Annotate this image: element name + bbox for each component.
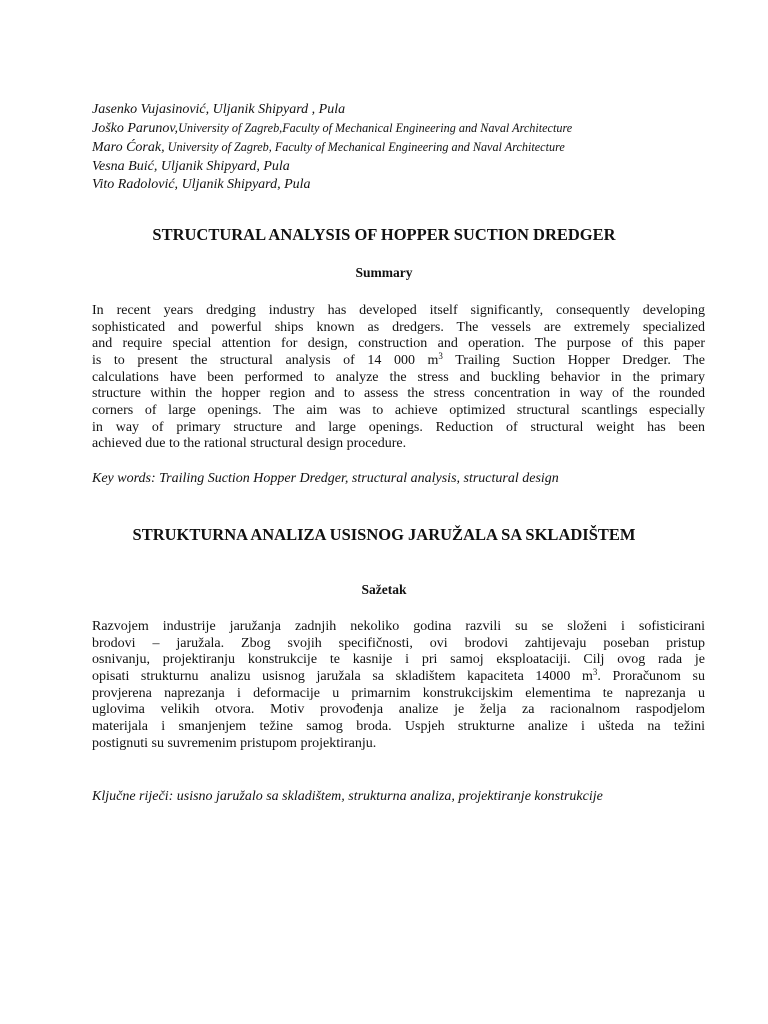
- abstract-line-tail: Trailing Suction Hopper Dredger. The: [442, 352, 705, 368]
- keywords-english: Key words: Trailing Suction Hopper Dredger, structural analysis, structural design: [92, 471, 559, 486]
- author-list: [92, 101, 692, 194]
- author-name: Vito Radolović,: [92, 176, 179, 192]
- author-name: Joško Parunov,: [92, 121, 179, 137]
- author-line: [92, 158, 692, 176]
- abstract-line: sophisticated and powerful ships known as dredgers. The vessels are extremely specialized: [92, 319, 705, 335]
- sazetak-heading: Sažetak: [361, 582, 407, 597]
- abstract-line: [92, 666, 705, 686]
- abstract-line-head: opisati strukturnu analizu usisnog jaružala sa skladištem kapaciteta 14000 m: [92, 668, 593, 684]
- abstract-line: calculations have been performed to analyze the stress and buckling behavior in the primary: [92, 369, 705, 385]
- author-affiliation: Uljanik Shipyard, Pula: [157, 158, 290, 174]
- paper-title-english: STRUCTURAL ANALYSIS OF HOPPER SUCTION DREDGER: [152, 225, 616, 244]
- abstract-line: materijala i smanjenjem težine samog broda. Uspjeh strukturne analize i ušteda na težini: [92, 718, 705, 734]
- author-name: Maro Ćorak,: [92, 140, 165, 156]
- author-line: [92, 119, 692, 138]
- author-name: Vesna Buić,: [92, 158, 158, 174]
- abstract-line: brodovi – jaružala. Zbog svojih specifičnosti, ovi brodovi zahtijevaju poseban pristup: [92, 635, 705, 651]
- abstract-english: [92, 303, 705, 453]
- author-line: [92, 176, 692, 194]
- author-affiliation: Uljanik Shipyard, Pula: [178, 176, 311, 192]
- abstract-line-tail: . Proračunom su: [597, 668, 705, 684]
- abstract-line: and require special attention for design, construction and operation. The purpose of this paper: [92, 336, 705, 352]
- abstract-line: in way of primary structure and large openings. Reduction of structural weight has been: [92, 419, 705, 435]
- author-line: [92, 101, 692, 119]
- abstract-line: uglovima velikih otvora. Motiv provođenja analize je želja za racionalnom raspodjelom: [92, 702, 705, 718]
- abstract-croatian: [92, 619, 705, 752]
- abstract-line: achieved due to the rational structural design procedure.: [92, 436, 407, 452]
- abstract-line: Razvojem industrije jaružanja zadnjih nekoliko godina razvili su se složeni i sofisticirani: [92, 619, 705, 634]
- keywords-croatian: Ključne riječi: usisno jaružalo sa skladištem, strukturna analiza, projektiranje konstrukcije: [92, 789, 603, 804]
- superscript-three: 3: [592, 666, 598, 677]
- summary-heading: Summary: [355, 265, 413, 280]
- abstract-line: osnivanju, projektiranju konstrukcije te kasnije i pri samoj eksploataciji. Cilj ovog rada je: [92, 652, 705, 668]
- abstract-line: structure within the hopper region and to assess the stress concentration in way of the rounded: [92, 386, 705, 402]
- abstract-line: [92, 350, 705, 370]
- author-line: [92, 138, 692, 157]
- author-affiliation: University of Zagreb,Faculty of Mechanical Engineering and Naval Architecture: [178, 121, 573, 136]
- author-affiliation: University of Zagreb, Faculty of Mechanical Engineering and Naval Architecture: [164, 140, 565, 155]
- abstract-line: provjerena naprezanja i deformacije u primarnim konstrukcijskim elementima te naprezanja u: [92, 685, 705, 701]
- abstract-line-head: is to present the structural analysis of 14 000 m: [92, 352, 439, 368]
- author-affiliation: Uljanik Shipyard , Pula: [209, 102, 346, 117]
- superscript-three: 3: [438, 350, 443, 361]
- author-name: Jasenko Vujasinović,: [92, 102, 210, 117]
- abstract-line: In recent years dredging industry has developed itself significantly, consequently developing: [92, 303, 705, 318]
- abstract-line: corners of large openings. The aim was to achieve optimized structural scantlings especially: [92, 402, 705, 418]
- abstract-line: postignuti su suvremenim pristupom projektiranju.: [92, 735, 377, 751]
- paper-title-croatian: STRUKTURNA ANALIZA USISNOG JARUŽALA SA SKLADIŠTEM: [132, 525, 636, 544]
